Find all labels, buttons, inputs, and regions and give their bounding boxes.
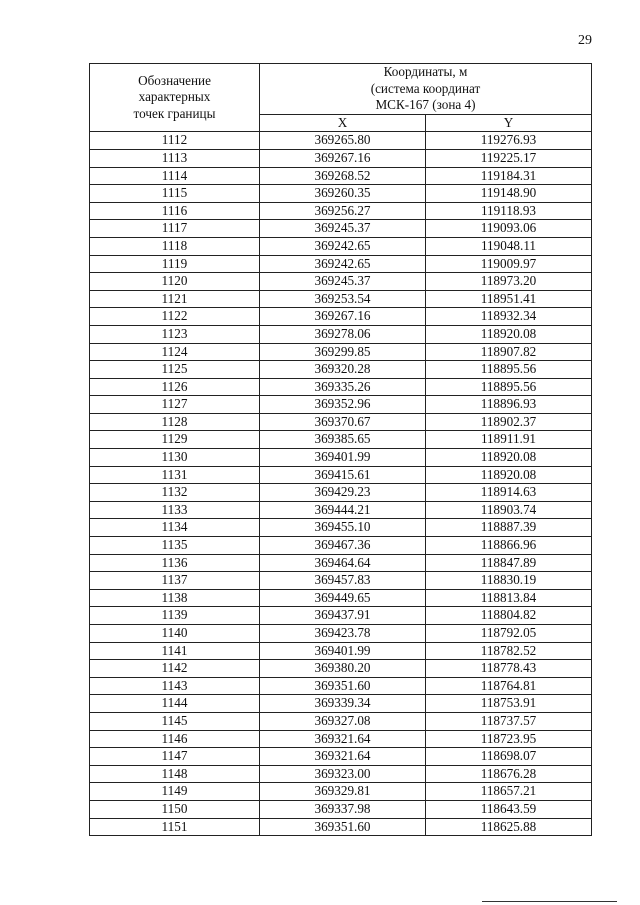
header-x: X	[260, 114, 426, 132]
x-coordinate-cell: 369429.23	[260, 484, 426, 502]
point-number-cell: 1136	[90, 554, 260, 572]
point-number-cell: 1130	[90, 449, 260, 467]
header-designation-line-3: точек границы	[133, 105, 216, 121]
table-row	[90, 607, 592, 625]
x-coordinate-cell: 369339.34	[260, 695, 426, 713]
page-number: 29	[578, 33, 592, 48]
point-number-cell: 1122	[90, 308, 260, 326]
point-number-cell: 1145	[90, 712, 260, 730]
y-coordinate-cell: 118723.95	[426, 730, 592, 748]
table-row	[90, 484, 592, 502]
point-number-cell: 1112	[90, 132, 260, 150]
x-coordinate-cell: 369321.64	[260, 730, 426, 748]
table-row	[90, 343, 592, 361]
table-row	[90, 677, 592, 695]
point-number-cell: 1115	[90, 185, 260, 203]
x-coordinate-cell: 369329.81	[260, 783, 426, 801]
x-coordinate-cell: 369444.21	[260, 501, 426, 519]
point-number-cell: 1138	[90, 589, 260, 607]
y-coordinate-cell: 118887.39	[426, 519, 592, 537]
point-number-cell: 1135	[90, 537, 260, 555]
table-row	[90, 132, 592, 150]
table-row	[90, 695, 592, 713]
y-coordinate-cell: 118907.82	[426, 343, 592, 361]
y-coordinate-cell: 118753.91	[426, 695, 592, 713]
point-number-cell: 1113	[90, 149, 260, 167]
y-coordinate-cell: 118782.52	[426, 642, 592, 660]
table-row	[90, 765, 592, 783]
x-coordinate-cell: 369351.60	[260, 677, 426, 695]
table-row	[90, 308, 592, 326]
table-row	[90, 712, 592, 730]
table-row	[90, 255, 592, 273]
x-coordinate-cell: 369464.64	[260, 554, 426, 572]
y-coordinate-cell: 118866.96	[426, 537, 592, 555]
x-coordinate-cell: 369299.85	[260, 343, 426, 361]
header-coords-line-3: МСК-167 (зона 4)	[375, 97, 476, 113]
x-coordinate-cell: 369327.08	[260, 712, 426, 730]
point-number-cell: 1123	[90, 325, 260, 343]
table-row	[90, 325, 592, 343]
table-row	[90, 501, 592, 519]
x-coordinate-cell: 369380.20	[260, 660, 426, 678]
x-coordinate-cell: 369245.37	[260, 273, 426, 291]
y-coordinate-cell: 119184.31	[426, 167, 592, 185]
x-coordinate-cell: 369267.16	[260, 308, 426, 326]
point-number-cell: 1120	[90, 273, 260, 291]
point-number-cell: 1117	[90, 220, 260, 238]
coordinates-table	[89, 63, 592, 836]
point-number-cell: 1139	[90, 607, 260, 625]
header-designation-line-2: характерных	[138, 89, 211, 105]
header-designation-line-1: Обозначение	[138, 72, 211, 88]
point-number-cell: 1140	[90, 625, 260, 643]
x-coordinate-cell: 369467.36	[260, 537, 426, 555]
table-row	[90, 537, 592, 555]
point-number-cell: 1131	[90, 466, 260, 484]
y-coordinate-cell: 119148.90	[426, 185, 592, 203]
x-coordinate-cell: 369401.99	[260, 449, 426, 467]
table-header	[90, 64, 592, 132]
table-row	[90, 589, 592, 607]
y-coordinate-cell: 118737.57	[426, 712, 592, 730]
point-number-cell: 1141	[90, 642, 260, 660]
table-row	[90, 519, 592, 537]
header-coords-line-2: (система координат	[370, 80, 481, 96]
x-coordinate-cell: 369245.37	[260, 220, 426, 238]
table-row	[90, 572, 592, 590]
x-coordinate-cell: 369449.65	[260, 589, 426, 607]
table-row	[90, 237, 592, 255]
y-coordinate-cell: 118643.59	[426, 800, 592, 818]
x-coordinate-cell: 369351.60	[260, 818, 426, 836]
table-row	[90, 730, 592, 748]
table-row	[90, 202, 592, 220]
x-coordinate-cell: 369267.16	[260, 149, 426, 167]
x-coordinate-cell: 369423.78	[260, 625, 426, 643]
table-row	[90, 466, 592, 484]
y-coordinate-cell: 119009.97	[426, 255, 592, 273]
point-number-cell: 1137	[90, 572, 260, 590]
table-row	[90, 396, 592, 414]
table-row	[90, 220, 592, 238]
point-number-cell: 1119	[90, 255, 260, 273]
y-coordinate-cell: 119048.11	[426, 237, 592, 255]
x-coordinate-cell: 369385.65	[260, 431, 426, 449]
y-coordinate-cell: 118895.56	[426, 361, 592, 379]
x-coordinate-cell: 369415.61	[260, 466, 426, 484]
y-coordinate-cell: 118920.08	[426, 325, 592, 343]
x-coordinate-cell: 369323.00	[260, 765, 426, 783]
table-row	[90, 818, 592, 836]
y-coordinate-cell: 118920.08	[426, 449, 592, 467]
y-coordinate-cell: 118778.43	[426, 660, 592, 678]
header-point-designation	[90, 64, 260, 132]
point-number-cell: 1142	[90, 660, 260, 678]
table-row	[90, 642, 592, 660]
point-number-cell: 1121	[90, 290, 260, 308]
point-number-cell: 1126	[90, 378, 260, 396]
point-number-cell: 1146	[90, 730, 260, 748]
y-coordinate-cell: 118951.41	[426, 290, 592, 308]
y-coordinate-cell: 118698.07	[426, 748, 592, 766]
point-number-cell: 1151	[90, 818, 260, 836]
table-row	[90, 378, 592, 396]
y-coordinate-cell: 118625.88	[426, 818, 592, 836]
table-row	[90, 273, 592, 291]
point-number-cell: 1128	[90, 413, 260, 431]
y-coordinate-cell: 118896.93	[426, 396, 592, 414]
y-coordinate-cell: 118903.74	[426, 501, 592, 519]
y-coordinate-cell: 118764.81	[426, 677, 592, 695]
table-body	[90, 132, 592, 836]
table-row	[90, 554, 592, 572]
point-number-cell: 1114	[90, 167, 260, 185]
x-coordinate-cell: 369260.35	[260, 185, 426, 203]
point-number-cell: 1116	[90, 202, 260, 220]
bottom-rule	[482, 901, 617, 902]
y-coordinate-cell: 118932.34	[426, 308, 592, 326]
table-row	[90, 783, 592, 801]
x-coordinate-cell: 369268.52	[260, 167, 426, 185]
header-coords-line-1: Координаты, м	[383, 64, 468, 79]
point-number-cell: 1148	[90, 765, 260, 783]
y-coordinate-cell: 119276.93	[426, 132, 592, 150]
point-number-cell: 1127	[90, 396, 260, 414]
x-coordinate-cell: 369320.28	[260, 361, 426, 379]
table-row	[90, 449, 592, 467]
y-coordinate-cell: 118792.05	[426, 625, 592, 643]
y-coordinate-cell: 118847.89	[426, 554, 592, 572]
x-coordinate-cell: 369321.64	[260, 748, 426, 766]
y-coordinate-cell: 118902.37	[426, 413, 592, 431]
x-coordinate-cell: 369352.96	[260, 396, 426, 414]
point-number-cell: 1144	[90, 695, 260, 713]
x-coordinate-cell: 369337.98	[260, 800, 426, 818]
point-number-cell: 1149	[90, 783, 260, 801]
y-coordinate-cell: 118813.84	[426, 589, 592, 607]
y-coordinate-cell: 118830.19	[426, 572, 592, 590]
table-row	[90, 800, 592, 818]
y-coordinate-cell: 118973.20	[426, 273, 592, 291]
point-number-cell: 1118	[90, 237, 260, 255]
y-coordinate-cell: 118657.21	[426, 783, 592, 801]
table-row	[90, 361, 592, 379]
table-row	[90, 748, 592, 766]
x-coordinate-cell: 369253.54	[260, 290, 426, 308]
x-coordinate-cell: 369265.80	[260, 132, 426, 150]
x-coordinate-cell: 369242.65	[260, 237, 426, 255]
table-row	[90, 625, 592, 643]
point-number-cell: 1134	[90, 519, 260, 537]
x-coordinate-cell: 369242.65	[260, 255, 426, 273]
point-number-cell: 1124	[90, 343, 260, 361]
x-coordinate-cell: 369256.27	[260, 202, 426, 220]
table-row	[90, 290, 592, 308]
table-row	[90, 149, 592, 167]
y-coordinate-cell: 118920.08	[426, 466, 592, 484]
x-coordinate-cell: 369278.06	[260, 325, 426, 343]
point-number-cell: 1132	[90, 484, 260, 502]
point-number-cell: 1125	[90, 361, 260, 379]
y-coordinate-cell: 118676.28	[426, 765, 592, 783]
y-coordinate-cell: 118914.63	[426, 484, 592, 502]
x-coordinate-cell: 369370.67	[260, 413, 426, 431]
x-coordinate-cell: 369437.91	[260, 607, 426, 625]
x-coordinate-cell: 369401.99	[260, 642, 426, 660]
x-coordinate-cell: 369457.83	[260, 572, 426, 590]
y-coordinate-cell: 118895.56	[426, 378, 592, 396]
table-row	[90, 431, 592, 449]
y-coordinate-cell: 118911.91	[426, 431, 592, 449]
table-row	[90, 185, 592, 203]
y-coordinate-cell: 118804.82	[426, 607, 592, 625]
point-number-cell: 1133	[90, 501, 260, 519]
point-number-cell: 1129	[90, 431, 260, 449]
point-number-cell: 1150	[90, 800, 260, 818]
point-number-cell: 1147	[90, 748, 260, 766]
y-coordinate-cell: 119093.06	[426, 220, 592, 238]
table-row	[90, 660, 592, 678]
header-y: Y	[426, 114, 592, 132]
table-row	[90, 413, 592, 431]
x-coordinate-cell: 369335.26	[260, 378, 426, 396]
point-number-cell: 1143	[90, 677, 260, 695]
header-coordinates	[260, 64, 592, 115]
y-coordinate-cell: 119118.93	[426, 202, 592, 220]
table-row	[90, 167, 592, 185]
x-coordinate-cell: 369455.10	[260, 519, 426, 537]
y-coordinate-cell: 119225.17	[426, 149, 592, 167]
